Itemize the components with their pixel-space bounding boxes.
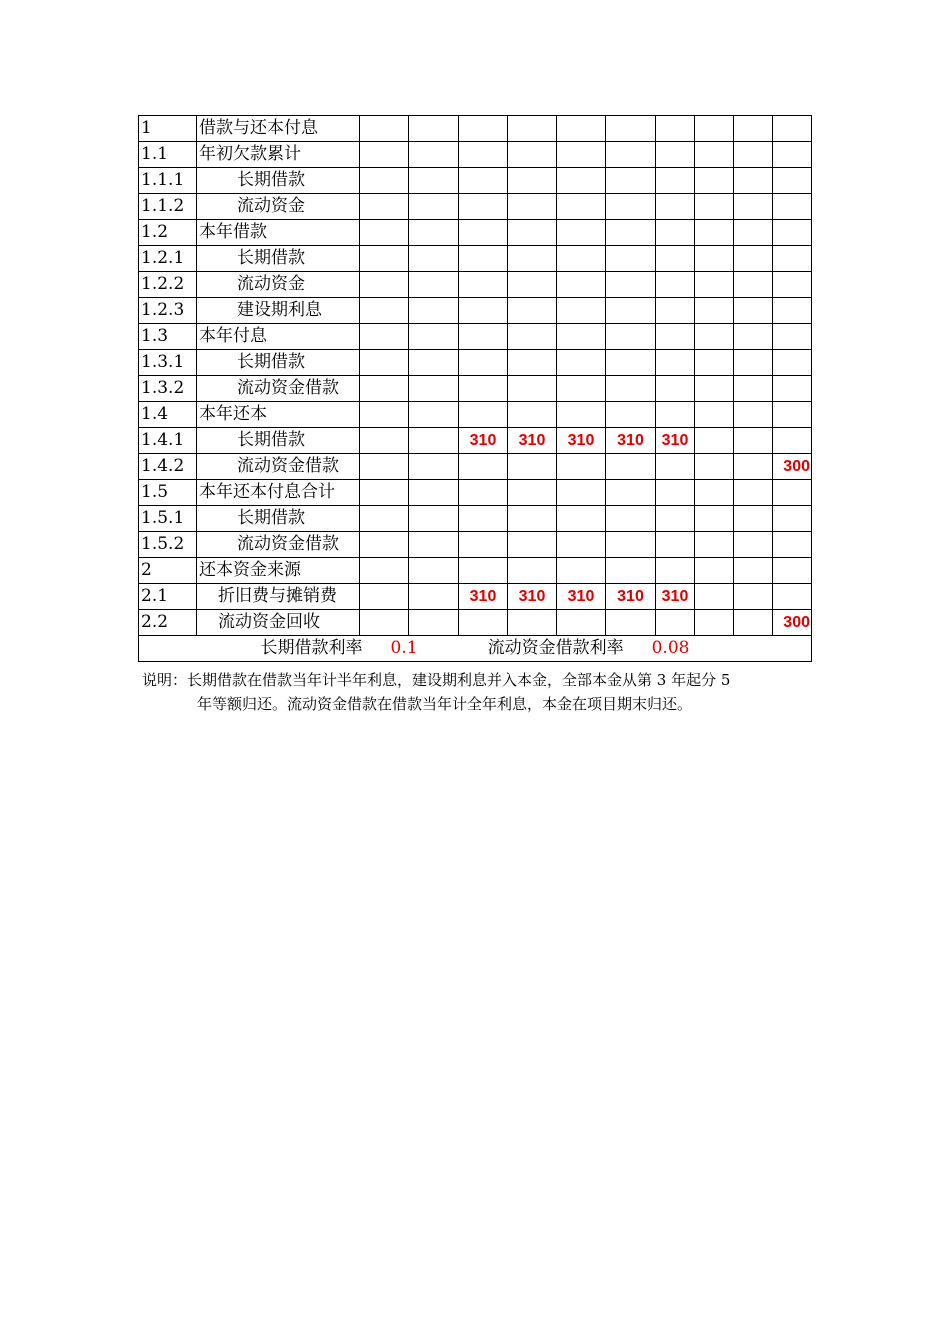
row-label: 还本资金来源 (197, 558, 360, 584)
table-row (139, 168, 812, 194)
value-cell (557, 610, 606, 636)
row-label: 流动资金回收 (197, 610, 360, 636)
value-cell (695, 610, 734, 636)
value-cell (508, 376, 557, 402)
table-row (139, 376, 812, 402)
value-cell: 300 (773, 454, 812, 480)
value-cell (606, 272, 656, 298)
value-cell (606, 610, 656, 636)
value-cell (360, 142, 409, 168)
row-number: 1.5.2 (139, 532, 197, 558)
row-number: 1.2.2 (139, 272, 197, 298)
value-cell (508, 480, 557, 506)
value-cell (773, 350, 812, 376)
value-cell (773, 532, 812, 558)
interest-rate-row (139, 636, 812, 662)
value-cell (606, 324, 656, 350)
row-label: 本年还本付息合计 (197, 480, 360, 506)
value-cell (557, 454, 606, 480)
value-cell (508, 324, 557, 350)
value-cell (773, 142, 812, 168)
value-cell (606, 480, 656, 506)
value-cell (409, 116, 459, 142)
value-cell (656, 558, 695, 584)
value-cell (508, 142, 557, 168)
value-cell (360, 246, 409, 272)
value-cell (606, 116, 656, 142)
value-cell (695, 428, 734, 454)
row-label: 建设期利息 (197, 298, 360, 324)
value-cell (773, 220, 812, 246)
explanation-note (142, 668, 814, 716)
value-cell (360, 376, 409, 402)
row-label: 借款与还本付息 (197, 116, 360, 142)
value-cell (695, 298, 734, 324)
value-cell (360, 454, 409, 480)
value-cell (557, 480, 606, 506)
value-cell (695, 402, 734, 428)
row-label: 本年还本 (197, 402, 360, 428)
value-cell (409, 480, 459, 506)
interest-rate-cell (139, 636, 812, 662)
value-cell (360, 194, 409, 220)
value-cell (360, 506, 409, 532)
value-cell (695, 168, 734, 194)
value-cell (459, 324, 508, 350)
value-cell (557, 350, 606, 376)
value-cell (508, 610, 557, 636)
value-cell (360, 350, 409, 376)
value-cell (459, 194, 508, 220)
value-cell (606, 142, 656, 168)
value-cell (695, 376, 734, 402)
value-cell (557, 194, 606, 220)
table-row (139, 480, 812, 506)
value-cell (508, 220, 557, 246)
working-capital-rate-label: 流动资金借款利率 (487, 638, 624, 658)
value-cell (409, 428, 459, 454)
value-cell (656, 350, 695, 376)
value-cell (508, 272, 557, 298)
value-cell (734, 350, 773, 376)
value-cell (606, 194, 656, 220)
row-number: 1.5.1 (139, 506, 197, 532)
value-cell (360, 428, 409, 454)
value-cell (360, 116, 409, 142)
value-cell (695, 532, 734, 558)
value-cell (459, 220, 508, 246)
value-cell (773, 298, 812, 324)
value-cell (409, 324, 459, 350)
row-number: 2 (139, 558, 197, 584)
value-cell (557, 272, 606, 298)
value-cell (409, 350, 459, 376)
table-row (139, 324, 812, 350)
value-cell (773, 584, 812, 610)
value-cell (606, 532, 656, 558)
value-cell (695, 480, 734, 506)
value-cell (508, 168, 557, 194)
value-cell (459, 480, 508, 506)
value-cell (734, 246, 773, 272)
value-cell (656, 480, 695, 506)
value-cell (409, 532, 459, 558)
value-cell (508, 194, 557, 220)
table-row (139, 350, 812, 376)
row-label: 折旧费与摊销费 (197, 584, 360, 610)
table-row (139, 454, 812, 480)
table-row (139, 246, 812, 272)
table-row (139, 584, 812, 610)
row-number: 1.4.1 (139, 428, 197, 454)
row-label: 本年借款 (197, 220, 360, 246)
value-cell (459, 532, 508, 558)
value-cell (459, 246, 508, 272)
row-label: 流动资金借款 (197, 532, 360, 558)
value-cell (508, 532, 557, 558)
value-cell (734, 168, 773, 194)
value-cell (557, 324, 606, 350)
value-cell (695, 454, 734, 480)
value-cell (695, 194, 734, 220)
value-cell (656, 402, 695, 428)
value-cell (606, 402, 656, 428)
value-cell (695, 324, 734, 350)
value-cell (734, 480, 773, 506)
value-cell (734, 506, 773, 532)
value-cell (695, 220, 734, 246)
value-cell (508, 506, 557, 532)
value-cell (734, 454, 773, 480)
value-cell (459, 454, 508, 480)
value-cell (557, 220, 606, 246)
value-cell (459, 402, 508, 428)
value-cell: 310 (557, 428, 606, 454)
value-cell (557, 142, 606, 168)
value-cell (508, 246, 557, 272)
value-cell (409, 376, 459, 402)
value-cell (409, 168, 459, 194)
value-cell (557, 116, 606, 142)
long-term-rate-label: 长期借款利率 (260, 638, 363, 658)
value-cell (734, 376, 773, 402)
value-cell (409, 298, 459, 324)
value-cell: 310 (508, 584, 557, 610)
value-cell (734, 272, 773, 298)
table-row (139, 532, 812, 558)
value-cell (695, 142, 734, 168)
value-cell (557, 506, 606, 532)
value-cell (606, 506, 656, 532)
value-cell (656, 246, 695, 272)
table-row (139, 558, 812, 584)
row-label: 长期借款 (197, 246, 360, 272)
value-cell (656, 610, 695, 636)
value-cell (409, 194, 459, 220)
value-cell: 310 (606, 428, 656, 454)
value-cell (656, 220, 695, 246)
value-cell (409, 220, 459, 246)
value-cell (360, 324, 409, 350)
value-cell (459, 142, 508, 168)
row-label: 年初欠款累计 (197, 142, 360, 168)
value-cell (606, 298, 656, 324)
value-cell (656, 454, 695, 480)
table-row (139, 402, 812, 428)
table-row (139, 220, 812, 246)
value-cell (606, 558, 656, 584)
value-cell (656, 168, 695, 194)
row-label: 流动资金借款 (197, 376, 360, 402)
value-cell: 310 (606, 584, 656, 610)
value-cell (360, 532, 409, 558)
value-cell (695, 246, 734, 272)
row-number: 1.4 (139, 402, 197, 428)
value-cell (459, 116, 508, 142)
row-label: 长期借款 (197, 168, 360, 194)
note-line-1: 说明：长期借款在借款当年计半年利息，建设期利息并入本金，全部本金从第 3 年起分 5 (142, 671, 731, 689)
row-label: 长期借款 (197, 428, 360, 454)
value-cell (606, 246, 656, 272)
value-cell (606, 454, 656, 480)
value-cell: 310 (508, 428, 557, 454)
row-number: 1 (139, 116, 197, 142)
value-cell (656, 324, 695, 350)
value-cell (459, 168, 508, 194)
value-cell (734, 298, 773, 324)
value-cell (360, 298, 409, 324)
value-cell (508, 454, 557, 480)
value-cell (409, 454, 459, 480)
value-cell (734, 558, 773, 584)
value-cell (656, 142, 695, 168)
value-cell (557, 558, 606, 584)
working-capital-rate-value: 0.08 (651, 638, 690, 658)
value-cell (557, 532, 606, 558)
value-cell (508, 116, 557, 142)
value-cell (606, 376, 656, 402)
row-number: 1.3.1 (139, 350, 197, 376)
value-cell (557, 376, 606, 402)
value-cell (656, 506, 695, 532)
value-cell (360, 402, 409, 428)
value-cell (695, 116, 734, 142)
table-row (139, 610, 812, 636)
value-cell (557, 168, 606, 194)
row-label: 长期借款 (197, 506, 360, 532)
row-label: 流动资金 (197, 194, 360, 220)
table-row (139, 142, 812, 168)
value-cell (734, 142, 773, 168)
value-cell (459, 376, 508, 402)
value-cell (360, 168, 409, 194)
value-cell: 310 (557, 584, 606, 610)
row-number: 1.3 (139, 324, 197, 350)
table-row (139, 428, 812, 454)
value-cell (656, 272, 695, 298)
row-number: 1.3.2 (139, 376, 197, 402)
row-number: 1.2 (139, 220, 197, 246)
value-cell (557, 246, 606, 272)
value-cell (360, 584, 409, 610)
value-cell (656, 532, 695, 558)
value-cell (459, 298, 508, 324)
value-cell: 310 (656, 428, 695, 454)
value-cell (695, 506, 734, 532)
value-cell (459, 350, 508, 376)
table-row (139, 116, 812, 142)
table-row (139, 506, 812, 532)
value-cell (459, 610, 508, 636)
value-cell (734, 324, 773, 350)
value-cell (557, 402, 606, 428)
value-cell (459, 272, 508, 298)
value-cell (606, 168, 656, 194)
value-cell (695, 584, 734, 610)
value-cell (734, 532, 773, 558)
value-cell (773, 324, 812, 350)
row-number: 2.1 (139, 584, 197, 610)
value-cell (695, 350, 734, 376)
value-cell (656, 116, 695, 142)
row-number: 1.1.2 (139, 194, 197, 220)
value-cell (773, 480, 812, 506)
value-cell (409, 506, 459, 532)
value-cell (734, 610, 773, 636)
value-cell (409, 272, 459, 298)
value-cell (508, 558, 557, 584)
value-cell (360, 272, 409, 298)
value-cell (606, 350, 656, 376)
table-row (139, 298, 812, 324)
row-label: 长期借款 (197, 350, 360, 376)
value-cell (409, 402, 459, 428)
value-cell (734, 194, 773, 220)
value-cell: 310 (656, 584, 695, 610)
row-number: 1.2.3 (139, 298, 197, 324)
value-cell (773, 272, 812, 298)
loan-repayment-table (138, 115, 812, 662)
value-cell (360, 610, 409, 636)
value-cell (773, 376, 812, 402)
value-cell (409, 142, 459, 168)
value-cell (773, 506, 812, 532)
value-cell (773, 428, 812, 454)
value-cell (773, 402, 812, 428)
value-cell (360, 480, 409, 506)
value-cell (695, 558, 734, 584)
value-cell: 310 (459, 584, 508, 610)
value-cell (734, 584, 773, 610)
row-number: 1.1 (139, 142, 197, 168)
value-cell (695, 272, 734, 298)
table-row (139, 272, 812, 298)
value-cell: 300 (773, 610, 812, 636)
value-cell (656, 376, 695, 402)
value-cell (459, 506, 508, 532)
row-label: 流动资金 (197, 272, 360, 298)
value-cell (773, 116, 812, 142)
row-number: 1.4.2 (139, 454, 197, 480)
value-cell (409, 558, 459, 584)
value-cell (508, 298, 557, 324)
value-cell (656, 298, 695, 324)
long-term-rate-value: 0.1 (390, 638, 418, 658)
row-label: 流动资金借款 (197, 454, 360, 480)
value-cell (508, 402, 557, 428)
value-cell (360, 220, 409, 246)
value-cell (557, 298, 606, 324)
value-cell (459, 558, 508, 584)
note-line-2: 年等额归还。流动资金借款在借款当年计全年利息，本金在项目期末归还。 (197, 695, 693, 713)
value-cell (773, 168, 812, 194)
value-cell (409, 610, 459, 636)
row-number: 1.1.1 (139, 168, 197, 194)
value-cell (508, 350, 557, 376)
value-cell (773, 194, 812, 220)
row-number: 1.2.1 (139, 246, 197, 272)
value-cell (409, 246, 459, 272)
value-cell (773, 246, 812, 272)
value-cell (656, 194, 695, 220)
value-cell (409, 584, 459, 610)
value-cell (773, 558, 812, 584)
value-cell (734, 220, 773, 246)
value-cell: 310 (459, 428, 508, 454)
row-number: 2.2 (139, 610, 197, 636)
value-cell (734, 116, 773, 142)
table-row (139, 194, 812, 220)
value-cell (734, 428, 773, 454)
row-label: 本年付息 (197, 324, 360, 350)
value-cell (606, 220, 656, 246)
value-cell (734, 402, 773, 428)
value-cell (360, 558, 409, 584)
row-number: 1.5 (139, 480, 197, 506)
table-body (139, 116, 812, 636)
